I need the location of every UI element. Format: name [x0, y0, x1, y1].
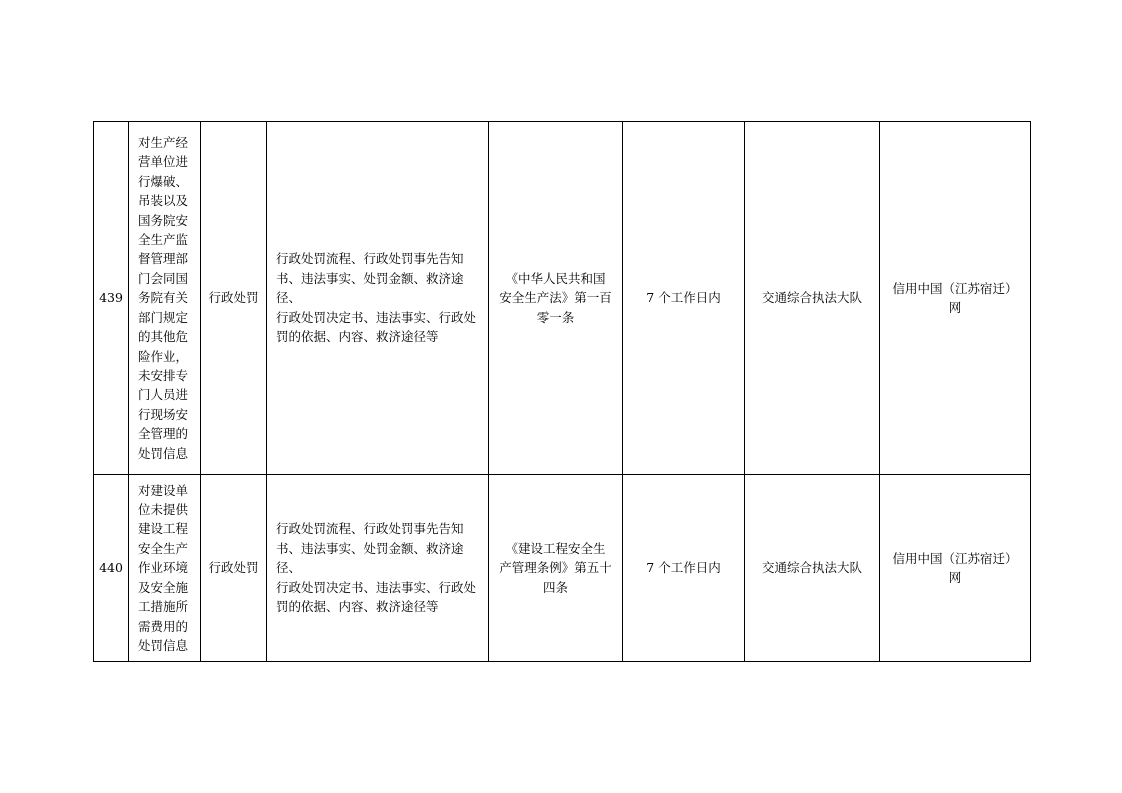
- time-limit-cell: 7 个工作日内: [623, 122, 745, 475]
- category-cell: 行政处罚: [201, 475, 267, 662]
- row-number-cell: 439: [94, 122, 129, 475]
- disclosure-content-cell: 行政处罚流程、行政处罚事先告知 书、违法事实、处罚金额、救济途径、 行政处罚决定书、违法事实、行政处 罚的依据、内容、救济途径等: [267, 475, 489, 662]
- category-cell: 行政处罚: [201, 122, 267, 475]
- row-number-cell: 440: [94, 475, 129, 662]
- legal-basis-cell: 《建设工程安全生 产管理条例》第五十 四条: [489, 475, 623, 662]
- item-name-cell: 对生产经 营单位进 行爆破、 吊装以及 国务院安 全生产监 督管理部 门会同国 务院有关 部门规定 的其他危 险作业， 未安排专 门人员进 行现场安 全管理的 处罚信息: [129, 122, 201, 475]
- disclosure-content-cell: 行政处罚流程、行政处罚事先告知 书、违法事实、处罚金额、救济途径、 行政处罚决定书、违法事实、行政处 罚的依据、内容、救济途径等: [267, 122, 489, 475]
- agency-cell: 交通综合执法大队: [745, 475, 880, 662]
- disclosure-table: [93, 121, 1031, 662]
- legal-basis-cell: 《中华人民共和国 安全生产法》第一百 零一条: [489, 122, 623, 475]
- table-row: [94, 475, 1031, 662]
- agency-cell: 交通综合执法大队: [745, 122, 880, 475]
- time-limit-cell: 7 个工作日内: [623, 475, 745, 662]
- channel-cell: 信用中国（江苏宿迁） 网: [880, 122, 1031, 475]
- channel-cell: 信用中国（江苏宿迁） 网: [880, 475, 1031, 662]
- item-name-cell: 对建设单 位未提供 建设工程 安全生产 作业环境 及安全施 工措施所 需费用的 处罚信息: [129, 475, 201, 662]
- table-row: [94, 122, 1031, 475]
